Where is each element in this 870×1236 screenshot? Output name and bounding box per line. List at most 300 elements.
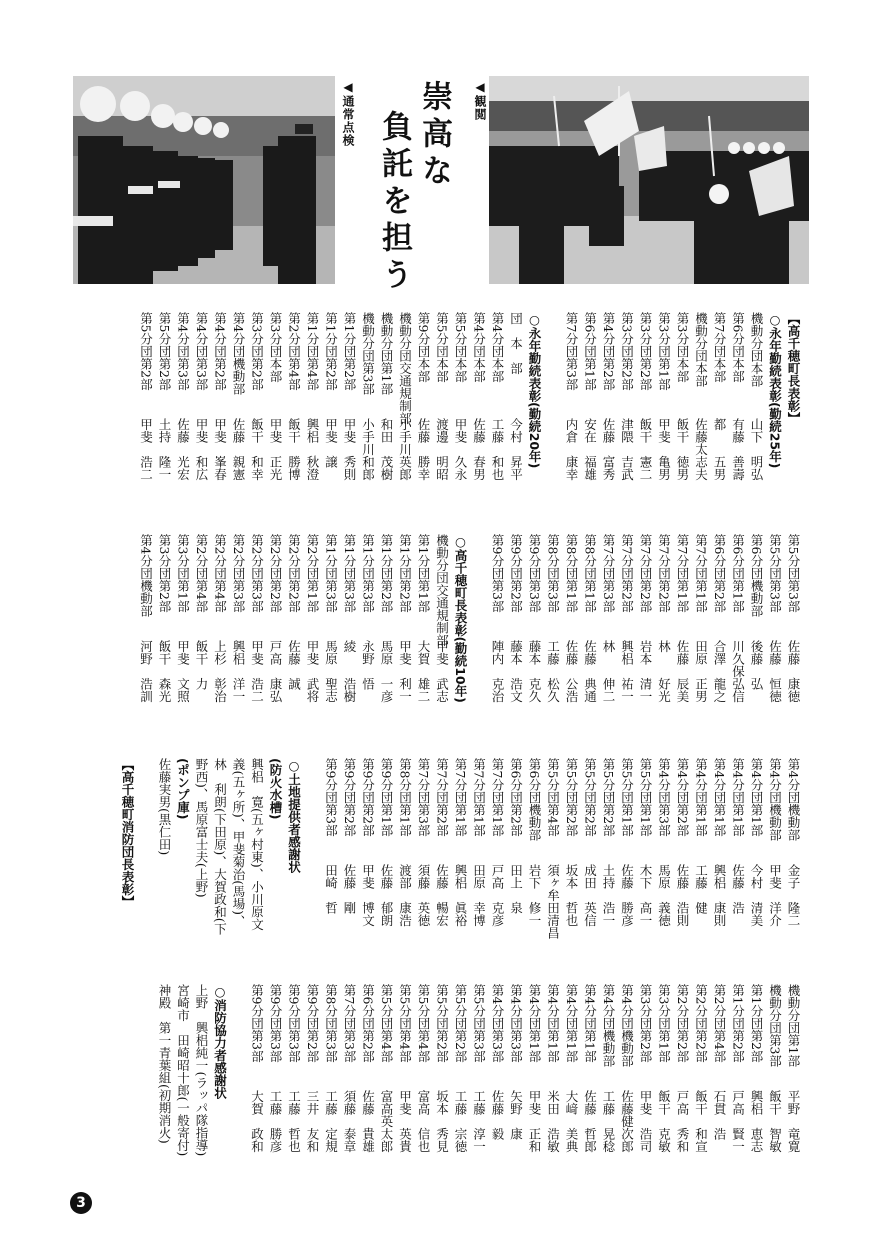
unit-label: 第8分団第3部: [545, 534, 561, 613]
honors-block-bottom: [66, 984, 802, 1184]
unit-label: 第5分団第2部: [564, 758, 579, 837]
spacer: [136, 758, 155, 968]
honoree-name: 飯干 森光: [157, 640, 172, 703]
honoree-entry: [303, 312, 322, 522]
unit-label: 第1分団第2部: [749, 984, 764, 1063]
honoree-entry: [673, 758, 692, 968]
honors-block-mid: [66, 534, 802, 744]
unit-label: 第5分団第3部: [786, 534, 801, 613]
unit-label: 第2分団第2部: [675, 984, 690, 1063]
unit-label: 第2分団第4部: [712, 984, 727, 1063]
honoree-entry: [266, 984, 285, 1184]
honoree-entry: [136, 312, 155, 522]
honoree-entry: [562, 984, 581, 1184]
unit-label: 第5分団第3部: [767, 534, 783, 613]
unit-label: 機動分団本部: [693, 312, 709, 387]
honoree-name: 甲斐 文照: [175, 640, 191, 703]
section-heading: (ポンプ庫): [175, 758, 191, 820]
honoree-entry: [395, 534, 414, 744]
unit-label: 第7分団第3部: [564, 312, 579, 391]
honoree-entry: [784, 758, 803, 968]
unit-label: 第4分団第3部: [175, 312, 191, 391]
unit-label: 第6分団本部: [730, 312, 746, 383]
unit-label: 第4分団第3部: [490, 984, 505, 1063]
honoree-entry: [691, 534, 710, 744]
unit-label: 第3分団第1部: [656, 312, 672, 391]
honoree-entry: [617, 984, 636, 1184]
award-category-heading: 【高千穂町長表彰】: [786, 312, 801, 425]
unit-label: 第5分団第2部: [601, 758, 616, 837]
honors-block-top: [66, 312, 802, 522]
honoree-entry: [414, 984, 433, 1184]
unit-label: 第4分団第1部: [712, 758, 727, 837]
honoree-name: 木下 高一: [638, 864, 653, 927]
honoree-entry: [562, 312, 581, 522]
honoree-entry: [136, 534, 155, 744]
honoree-entry: [395, 312, 414, 522]
unit-label: 第8分団第3部: [323, 984, 339, 1063]
page-title-line2: 負託を担う: [376, 110, 412, 295]
honoree-entry: [488, 758, 507, 968]
honoree-entry: [710, 984, 729, 1184]
honoree-entry: [432, 534, 451, 744]
honoree-name: 工藤 定規: [323, 1090, 339, 1153]
unit-label: 第4分団本部: [471, 312, 487, 383]
unit-label: 第7分団第1部: [453, 758, 468, 837]
honoree-name: 永野 悟: [360, 640, 376, 690]
honoree-entry: [210, 312, 229, 522]
honoree-name: 大賀 政和: [249, 1090, 265, 1153]
honoree-entry: [173, 534, 192, 744]
honoree-entry: [303, 984, 322, 1184]
honoree-name: 戸高 賢一: [730, 1090, 746, 1153]
unit-label: 第1分団第2部: [379, 534, 394, 613]
unit-label: 第3分団第2部: [638, 984, 653, 1063]
honoree-name: 坂本 哲也: [564, 864, 579, 927]
unit-label: 第5分団第2部: [138, 312, 154, 391]
unit-label: 第5分団第4部: [545, 758, 561, 837]
honoree-entry: [303, 534, 322, 744]
honoree-name: 須藤 英徳: [416, 864, 431, 927]
honoree-entry: [358, 534, 377, 744]
unit-label: 第4分団機動部: [786, 758, 801, 841]
unit-label: 第2分団第2部: [286, 534, 302, 613]
honoree-entry: [599, 984, 618, 1184]
honoree-name: 甲斐 譲: [323, 418, 339, 468]
honoree-name: 須ヶ牟田清昌: [545, 864, 561, 939]
unit-label: 第1分団第3部: [360, 534, 376, 613]
unit-label: 第9分団本部: [416, 312, 431, 383]
unit-label: 第6分団第2部: [508, 758, 524, 837]
caption-review: ◀観閲: [473, 80, 487, 121]
honoree-name: 小手川和郎: [360, 418, 376, 481]
honoree-name: 林 伸二: [601, 640, 616, 703]
unit-label: 第3分団本部: [675, 312, 690, 383]
honoree-entry: [599, 312, 618, 522]
text-line: 野西)、馬原富士夫(上野): [194, 758, 209, 898]
honoree-name: 藤本 克久: [527, 640, 542, 703]
honoree-entry: [728, 534, 747, 744]
photo-review: [489, 76, 809, 284]
honoree-name: 飯干 力: [194, 640, 209, 690]
honoree-name: 佐藤健次郎: [619, 1090, 635, 1153]
honoree-entry: [506, 758, 525, 968]
honoree-name: 小手川英郎: [397, 418, 413, 481]
unit-label: 第3分団第2部: [619, 312, 635, 391]
unit-label: 第9分団第1部: [379, 758, 394, 837]
text-line: 義(五ヶ所)、甲斐菊治(馬場)、: [231, 758, 246, 928]
honoree-entry: [451, 758, 470, 968]
honoree-name: 米田 浩敏: [545, 1090, 561, 1153]
honoree-entry: [710, 534, 729, 744]
honoree-entry: [469, 312, 488, 522]
honoree-name: 有藤 善壽: [730, 418, 746, 481]
unit-label: 第9分団第3部: [323, 758, 339, 837]
section-heading: (防火水槽): [268, 758, 283, 820]
honoree-entry: [728, 758, 747, 968]
honoree-name: 藤本 浩文: [508, 640, 524, 703]
unit-label: 第2分団第2部: [268, 534, 283, 613]
honoree-entry: [506, 534, 525, 744]
unit-label: 第2分団第4部: [194, 534, 209, 613]
unit-label: 第9分団第3部: [527, 534, 542, 613]
honoree-name: 馬原 一彦: [379, 640, 394, 703]
unit-label: 第4分団第1部: [749, 758, 764, 837]
honoree-name: 田上 泉: [508, 864, 524, 914]
unit-label: 第2分団第3部: [231, 534, 246, 613]
honoree-entry: [321, 534, 340, 744]
honoree-name: 甲斐 正光: [268, 418, 283, 481]
unit-label: 第6分団第1部: [582, 312, 598, 391]
unit-label: 第5分団第4部: [397, 984, 413, 1063]
honoree-name: 後藤 弘: [749, 640, 764, 690]
honoree-name: 安在 福雄: [582, 418, 598, 481]
honoree-entry: [525, 984, 544, 1184]
honoree-name: 岩本 清一: [638, 640, 653, 703]
honoree-entry: [488, 984, 507, 1184]
honoree-name: 飯干 智敏: [767, 1090, 783, 1153]
spacer: [543, 312, 562, 522]
honoree-entry: [192, 534, 211, 744]
honoree-name: 佐藤 浩則: [675, 864, 690, 927]
honoree-name: 金子 隆二: [786, 864, 801, 927]
honoree-entry: [377, 534, 396, 744]
honoree-entry: [247, 312, 266, 522]
unit-label: 第7分団第3部: [342, 984, 357, 1063]
honoree-entry: [710, 312, 729, 522]
unit-label: 第5分団第2部: [157, 312, 172, 391]
honoree-name: 甲斐 正和: [527, 1090, 542, 1153]
honoree-entry: [229, 312, 248, 522]
text-line: 林 利朗(下田原)、大賀政和(下: [212, 758, 228, 936]
honoree-entry: [321, 758, 340, 968]
honoree-name: 甲斐 英貴: [397, 1090, 413, 1153]
unit-label: 第4分団第2部: [601, 312, 616, 391]
honoree-name: 須藤 泰章: [342, 1090, 357, 1153]
honoree-name: 綾 浩樹: [342, 640, 357, 703]
unit-label: 機動分団交通規制部: [434, 534, 450, 647]
honoree-name: 飯干 和宣: [693, 1090, 709, 1153]
unit-label: 第2分団第3部: [249, 534, 265, 613]
section-heading: ○永年勤続表彰(勤続20年): [527, 312, 542, 469]
honoree-entry: [506, 984, 525, 1184]
unit-label: 第4分団第1部: [564, 984, 579, 1063]
unit-label: 第4分団第3部: [194, 312, 209, 391]
honoree-name: 興梠 恵志: [749, 1090, 764, 1153]
honoree-entry: [210, 534, 229, 744]
honoree-entry: [432, 312, 451, 522]
unit-label: 第3分団第2部: [249, 312, 265, 391]
honoree-entry: [525, 758, 544, 968]
honoree-name: 飯干 克敏: [656, 1090, 672, 1153]
honoree-entry: [155, 534, 174, 744]
honoree-name: 佐藤 康徳: [786, 640, 801, 703]
unit-label: 機動分団第3部: [767, 984, 783, 1067]
honoree-entry: [414, 758, 433, 968]
honoree-entry: [747, 312, 766, 522]
unit-label: 第7分団第3部: [601, 534, 616, 613]
unit-label: 第6分団機動部: [527, 758, 542, 841]
honoree-entry: [340, 312, 359, 522]
unit-label: 第7分団第2部: [656, 534, 672, 613]
unit-label: 第1分団第3部: [323, 534, 339, 613]
unit-label: 第9分団第2部: [342, 758, 357, 837]
unit-label: 第1分団第2部: [323, 312, 339, 391]
honoree-entry: [377, 312, 396, 522]
honoree-name: 大賀 雄二: [416, 640, 431, 703]
honoree-name: 佐藤 恒徳: [767, 640, 783, 703]
honoree-name: 佐藤 暢宏: [434, 864, 450, 927]
honoree-name: 矢野 康: [508, 1090, 524, 1140]
unit-label: 第7分団第1部: [471, 758, 487, 837]
honoree-name: 甲斐 武志: [434, 640, 450, 703]
honoree-entry: [710, 758, 729, 968]
honoree-entry: [377, 758, 396, 968]
unit-label: 第1分団第2部: [342, 312, 357, 391]
honoree-entry: [155, 312, 174, 522]
honoree-entry: [747, 534, 766, 744]
honoree-entry: [432, 984, 451, 1184]
honoree-name: 渡部 康浩: [397, 864, 413, 927]
unit-label: 機動分団交通規制部: [397, 312, 413, 425]
unit-label: 第7分団第2部: [638, 534, 653, 613]
honoree-name: 甲斐 博文: [360, 864, 376, 927]
honoree-entry: [469, 758, 488, 968]
honoree-name: 工藤 松久: [545, 640, 561, 703]
honoree-name: 甲斐 浩二: [138, 418, 154, 481]
unit-label: 第7分団第2部: [434, 758, 450, 837]
honoree-entry: [284, 312, 303, 522]
unit-label: 第9分団第2部: [508, 534, 524, 613]
honoree-entry: [173, 312, 192, 522]
honoree-entry: [562, 534, 581, 744]
unit-label: 第1分団第4部: [305, 312, 320, 391]
honoree-name: 成田 英信: [582, 864, 598, 927]
honoree-name: 馬原 義徳: [656, 864, 672, 927]
honoree-name: 田原 幸博: [471, 864, 487, 927]
honoree-name: 佐藤 郁朗: [379, 864, 394, 927]
page-number: 3: [70, 1192, 92, 1214]
unit-label: 第4分団第1部: [527, 984, 542, 1063]
honoree-entry: [562, 758, 581, 968]
section-heading: ○高千穂町長表彰(勤続10年): [453, 534, 468, 703]
unit-label: 第5分団第2部: [582, 758, 598, 837]
unit-label: 第7分団第3部: [416, 758, 431, 837]
honoree-entry: [284, 534, 303, 744]
honoree-name: 飯干 勝博: [286, 418, 302, 481]
unit-label: 機動分団第1部: [379, 312, 394, 395]
honoree-entry: [673, 984, 692, 1184]
honoree-name: 興梠 康則: [712, 864, 727, 927]
honoree-name: 佐藤 勝幸: [416, 418, 431, 481]
honoree-name: 岩下 修一: [527, 864, 542, 927]
unit-label: 第5分団本部: [434, 312, 450, 383]
honoree-name: 都 五男: [712, 418, 727, 481]
unit-label: 第1分団第3部: [342, 534, 357, 613]
honoree-name: 甲斐 洋介: [767, 864, 783, 927]
honoree-entry: [247, 984, 266, 1184]
unit-label: 第9分団第3部: [286, 984, 302, 1063]
spacer: [303, 758, 322, 968]
honoree-name: 甲斐 利一: [397, 640, 413, 703]
honoree-name: 佐藤 浩: [730, 864, 746, 914]
honoree-name: 飯干 徳男: [675, 418, 690, 481]
honoree-name: 今村 昇平: [508, 418, 524, 481]
unit-label: 第5分団第4部: [416, 984, 431, 1063]
honoree-entry: [691, 312, 710, 522]
honoree-name: 佐藤 光宏: [175, 418, 191, 481]
honoree-name: 河野 浩訓: [138, 640, 154, 703]
page-title-line1: 崇高な: [416, 80, 452, 191]
honoree-name: 興梠 祐一: [619, 640, 635, 703]
honoree-entry: [654, 534, 673, 744]
honoree-name: 川久保弘信: [730, 640, 746, 703]
honoree-name: 渡邊 明昭: [434, 418, 450, 481]
honoree-name: 上杉 彰治: [212, 640, 228, 703]
honoree-entry: [617, 312, 636, 522]
honoree-name: 工藤 健: [693, 864, 709, 914]
honoree-entry: [617, 758, 636, 968]
honoree-name: 戸高 康弘: [268, 640, 283, 703]
unit-label: 第4分団第3部: [508, 984, 524, 1063]
unit-label: 第9分団第3部: [268, 984, 283, 1063]
honoree-name: 工藤 晃稔: [601, 1090, 616, 1153]
honoree-entry: [395, 984, 414, 1184]
unit-label: 第5分団第4部: [379, 984, 394, 1063]
honoree-entry: [229, 534, 248, 744]
unit-label: 第4分団機動部: [767, 758, 783, 841]
honoree-name: 林 好光: [656, 640, 672, 703]
honoree-entry: [192, 312, 211, 522]
honoree-entry: [599, 758, 618, 968]
honoree-entry: [543, 534, 562, 744]
honoree-entry: [395, 758, 414, 968]
honoree-entry: [691, 984, 710, 1184]
honoree-name: 甲斐 久永: [453, 418, 468, 481]
unit-label: 機動分団第1部: [786, 984, 801, 1067]
honoree-entry: [673, 312, 692, 522]
honoree-name: 合澤 龍之: [712, 640, 727, 703]
honoree-name: 今村 清美: [749, 864, 764, 927]
honoree-name: 甲斐 峯春: [212, 418, 228, 481]
honoree-entry: [284, 984, 303, 1184]
unit-label: 第6分団第1部: [730, 534, 746, 613]
honoree-entry: [636, 534, 655, 744]
honoree-name: 佐藤 勝彦: [619, 864, 635, 927]
honoree-entry: [636, 984, 655, 1184]
honoree-name: 佐藤太志夫: [693, 418, 709, 481]
honoree-entry: [636, 312, 655, 522]
honoree-entry: [747, 758, 766, 968]
honoree-entry: [654, 312, 673, 522]
honoree-entry: [525, 534, 544, 744]
honoree-name: 戸高 克彦: [490, 864, 505, 927]
honoree-name: 工藤 和也: [490, 418, 505, 481]
honoree-entry: [451, 984, 470, 1184]
honoree-name: 山下 明弘: [749, 418, 764, 481]
honoree-name: 佐藤 典通: [582, 640, 598, 703]
honoree-name: 富高 信也: [416, 1090, 431, 1153]
text-line: 興梠 寛(五ヶ村東)、小川原文: [249, 758, 265, 931]
unit-label: 第5分団本部: [453, 312, 468, 383]
unit-label: 機動分団第3部: [360, 312, 376, 395]
honoree-name: 興梠 眞裕: [453, 864, 468, 927]
unit-label: 第7分団第1部: [675, 534, 690, 613]
spacer: [229, 984, 248, 1184]
honoree-name: 甲斐 秀則: [342, 418, 357, 481]
honoree-entry: [617, 534, 636, 744]
honoree-entry: [469, 984, 488, 1184]
honoree-name: 田原 正男: [693, 640, 709, 703]
unit-label: 第3分団第2部: [157, 534, 172, 613]
honoree-name: 興梠 洋一: [231, 640, 246, 703]
honoree-entry: [673, 534, 692, 744]
unit-label: 第9分団第3部: [490, 534, 505, 613]
honoree-entry: [414, 312, 433, 522]
unit-label: 第3分団第1部: [175, 534, 191, 613]
unit-label: 第9分団第2部: [360, 758, 376, 837]
honoree-name: 佐藤 春男: [471, 418, 487, 481]
unit-label: 第2分団第4部: [286, 312, 302, 391]
unit-label: 第3分団第2部: [638, 312, 653, 391]
honoree-name: 土持 浩一: [601, 864, 616, 927]
unit-label: 第2分団第4部: [212, 534, 228, 613]
unit-label: 第8分団第1部: [564, 534, 579, 613]
honoree-name: 佐藤 富秀: [601, 418, 616, 481]
honoree-name: 佐藤 哲郎: [582, 1090, 598, 1153]
honoree-entry: [451, 312, 470, 522]
award-category-heading: 【高千穂町消防団長表彰】: [120, 758, 135, 908]
unit-label: 第4分団機動部: [231, 312, 246, 395]
honoree-name: 甲斐 亀男: [656, 418, 672, 481]
honoree-name: 佐藤 辰美: [675, 640, 690, 703]
honoree-name: 甲斐 武将: [305, 640, 320, 703]
honoree-name: 津隈 吉武: [619, 418, 635, 481]
unit-label: 第5分団第1部: [638, 758, 653, 837]
text-line: 上野 興梠純一(ラッパ隊指導): [194, 984, 209, 1157]
honoree-name: 佐藤 誠: [286, 640, 302, 690]
honoree-entry: [358, 758, 377, 968]
unit-label: 第8分団第1部: [397, 758, 413, 837]
honoree-name: 田崎 哲: [323, 864, 339, 914]
unit-label: 第4分団第1部: [545, 984, 561, 1063]
triangle-marker-icon: ◀: [473, 80, 487, 95]
honoree-entry: [247, 534, 266, 744]
honoree-entry: [765, 758, 784, 968]
unit-label: 第1分団第2部: [730, 984, 746, 1063]
honoree-entry: [377, 984, 396, 1184]
text-line: 宮崎市 田崎昭十郎(一般寄付): [175, 984, 191, 1157]
